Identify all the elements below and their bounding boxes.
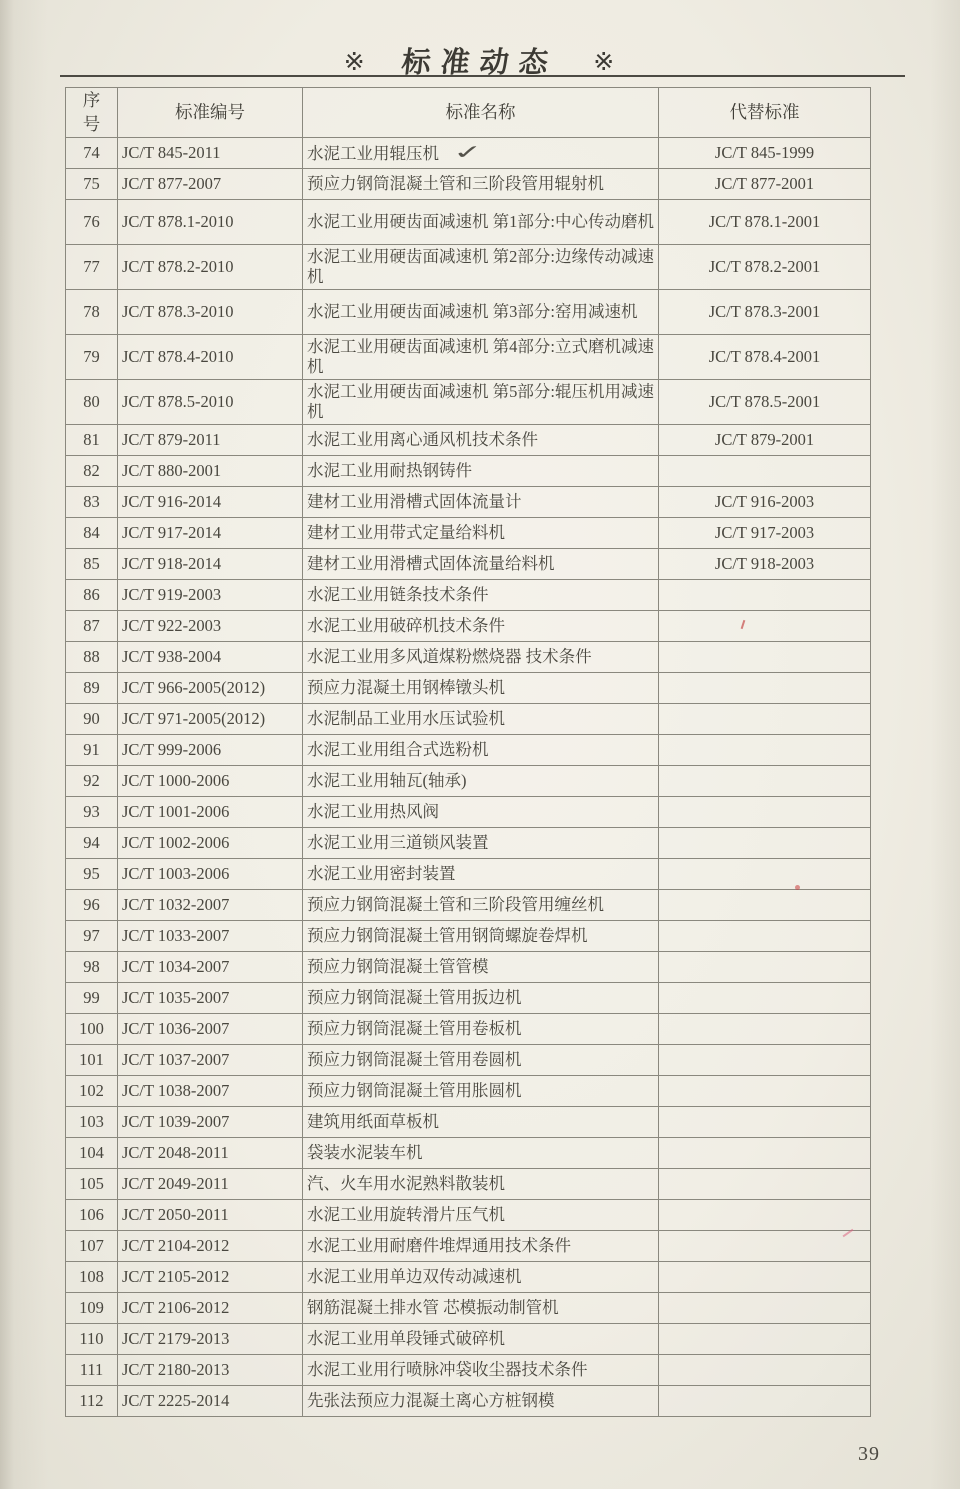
standard-name-text: 水泥工业用硬齿面减速机 第1部分:中心传动磨机 <box>307 212 654 232</box>
cell-standard-name <box>303 859 659 890</box>
cell-standard-code: JC/T 917-2014 <box>118 518 303 549</box>
cell-standard-code: JC/T 2225-2014 <box>118 1386 303 1417</box>
cell-standard-name <box>303 766 659 797</box>
cell-standard-name <box>303 1355 659 1386</box>
cell-replaced-standard <box>659 859 871 890</box>
header-standard-name: 标准名称 <box>303 88 659 138</box>
cell-replaced-standard <box>659 1076 871 1107</box>
header-replaced-standard: 代替标准 <box>659 88 871 138</box>
table-row <box>66 1293 871 1324</box>
cell-serial-number: 86 <box>66 580 118 611</box>
cell-standard-code: JC/T 2106-2012 <box>118 1293 303 1324</box>
handwritten-check-icon: ✓ <box>451 140 485 164</box>
cell-serial-number: 93 <box>66 797 118 828</box>
cell-standard-code: JC/T 880-2001 <box>118 456 303 487</box>
cell-serial-number: 97 <box>66 921 118 952</box>
cell-serial-number: 92 <box>66 766 118 797</box>
table-row <box>66 673 871 704</box>
cell-replaced-standard <box>659 1386 871 1417</box>
cell-standard-code: JC/T 1033-2007 <box>118 921 303 952</box>
cell-standard-code: JC/T 878.2-2010 <box>118 245 303 290</box>
cell-standard-code: JC/T 2179-2013 <box>118 1324 303 1355</box>
cell-serial-number: 91 <box>66 735 118 766</box>
cell-replaced-standard <box>659 1324 871 1355</box>
cell-replaced-standard <box>659 1262 871 1293</box>
cell-serial-number: 81 <box>66 425 118 456</box>
cell-standard-code: JC/T 918-2014 <box>118 549 303 580</box>
cell-standard-name <box>303 549 659 580</box>
standard-name-text: 水泥工业用耐磨件堆焊通用技术条件 <box>307 1236 571 1256</box>
table-row <box>66 1045 871 1076</box>
standard-name-text: 水泥工业用硬齿面减速机 第2部分:边缘传动减速机 <box>307 247 654 287</box>
cell-serial-number: 98 <box>66 952 118 983</box>
table-row <box>66 983 871 1014</box>
table-row <box>66 380 871 425</box>
cell-replaced-standard <box>659 1107 871 1138</box>
cell-standard-code: JC/T 966-2005(2012) <box>118 673 303 704</box>
cell-replaced-standard <box>659 673 871 704</box>
table-body <box>66 138 871 1417</box>
cell-serial-number: 107 <box>66 1231 118 1262</box>
cell-standard-name <box>303 890 659 921</box>
cell-serial-number: 101 <box>66 1045 118 1076</box>
cell-serial-number: 104 <box>66 1138 118 1169</box>
standard-name-text: 预应力钢筒混凝土管用钢筒螺旋卷焊机 <box>307 926 588 946</box>
cell-standard-code: JC/T 2104-2012 <box>118 1231 303 1262</box>
table-row <box>66 580 871 611</box>
cell-serial-number: 88 <box>66 642 118 673</box>
cell-serial-number: 96 <box>66 890 118 921</box>
cell-replaced-standard <box>659 797 871 828</box>
cell-replaced-standard <box>659 952 871 983</box>
table-row <box>66 642 871 673</box>
cell-serial-number: 82 <box>66 456 118 487</box>
cell-replaced-standard <box>659 642 871 673</box>
cell-standard-name <box>303 828 659 859</box>
table-row <box>66 1107 871 1138</box>
standard-name-text: 水泥工业用行喷脉冲袋收尘器技术条件 <box>307 1360 588 1380</box>
table-row <box>66 518 871 549</box>
cell-replaced-standard: JC/T 879-2001 <box>659 425 871 456</box>
cell-standard-name <box>303 200 659 245</box>
standard-name-text: 水泥工业用辊压机 <box>307 143 439 163</box>
table-row <box>66 890 871 921</box>
standard-name-text: 建材工业用带式定量给料机 <box>307 523 505 543</box>
cell-serial-number: 95 <box>66 859 118 890</box>
cell-replaced-standard: JC/T 878.4-2001 <box>659 335 871 380</box>
cell-serial-number: 105 <box>66 1169 118 1200</box>
cell-standard-name <box>303 1138 659 1169</box>
cell-standard-code: JC/T 845-2011 <box>118 138 303 169</box>
table-row <box>66 1262 871 1293</box>
cell-serial-number: 87 <box>66 611 118 642</box>
cell-standard-name <box>303 983 659 1014</box>
cell-standard-code: JC/T 1035-2007 <box>118 983 303 1014</box>
cell-serial-number: 90 <box>66 704 118 735</box>
cell-standard-name <box>303 1200 659 1231</box>
reference-mark-right-icon: ※ <box>593 49 617 76</box>
cell-standard-code: JC/T 2050-2011 <box>118 1200 303 1231</box>
standard-name-text: 水泥工业用硬齿面减速机 第5部分:辊压机用减速机 <box>307 382 654 422</box>
cell-serial-number: 111 <box>66 1355 118 1386</box>
table-row <box>66 200 871 245</box>
cell-standard-code: JC/T 1032-2007 <box>118 890 303 921</box>
cell-standard-code: JC/T 1000-2006 <box>118 766 303 797</box>
cell-replaced-standard: JC/T 878.2-2001 <box>659 245 871 290</box>
cell-standard-code: JC/T 971-2005(2012) <box>118 704 303 735</box>
cell-serial-number: 100 <box>66 1014 118 1045</box>
cell-serial-number: 76 <box>66 200 118 245</box>
cell-replaced-standard: JC/T 878.3-2001 <box>659 290 871 335</box>
cell-standard-code: JC/T 1036-2007 <box>118 1014 303 1045</box>
cell-replaced-standard: JC/T 916-2003 <box>659 487 871 518</box>
title-divider <box>60 75 905 77</box>
standard-name-text: 袋装水泥装车机 <box>307 1143 423 1163</box>
table-row <box>66 456 871 487</box>
cell-standard-name <box>303 518 659 549</box>
standard-name-text: 水泥工业用组合式选粉机 <box>307 740 489 760</box>
cell-standard-code: JC/T 878.4-2010 <box>118 335 303 380</box>
cell-standard-name <box>303 335 659 380</box>
cell-replaced-standard <box>659 580 871 611</box>
cell-serial-number: 77 <box>66 245 118 290</box>
cell-standard-name <box>303 1324 659 1355</box>
cell-serial-number: 108 <box>66 1262 118 1293</box>
header-serial-number: 序号 <box>66 88 118 138</box>
standard-name-text: 钢筋混凝土排水管 芯模振动制管机 <box>307 1298 559 1318</box>
standard-name-text: 预应力钢筒混凝土管和三阶段管用缠丝机 <box>307 895 604 915</box>
cell-standard-name <box>303 245 659 290</box>
cell-replaced-standard <box>659 611 871 642</box>
cell-standard-code: JC/T 2049-2011 <box>118 1169 303 1200</box>
standard-name-text: 水泥工业用硬齿面减速机 第3部分:窑用减速机 <box>307 302 638 322</box>
table-row <box>66 425 871 456</box>
cell-standard-name <box>303 580 659 611</box>
table-row <box>66 290 871 335</box>
cell-replaced-standard: JC/T 918-2003 <box>659 549 871 580</box>
cell-standard-name <box>303 611 659 642</box>
standards-table <box>65 87 871 1417</box>
cell-replaced-standard: JC/T 878.1-2001 <box>659 200 871 245</box>
cell-standard-name <box>303 425 659 456</box>
standard-name-text: 预应力钢筒混凝土管用卷板机 <box>307 1019 522 1039</box>
cell-replaced-standard <box>659 1355 871 1386</box>
cell-standard-name <box>303 456 659 487</box>
standard-name-text: 汽、火车用水泥熟料散装机 <box>307 1174 505 1194</box>
standard-name-text: 预应力钢筒混凝土管管模 <box>307 957 489 977</box>
table-row <box>66 704 871 735</box>
cell-replaced-standard <box>659 983 871 1014</box>
cell-standard-code: JC/T 1039-2007 <box>118 1107 303 1138</box>
cell-standard-code: JC/T 1034-2007 <box>118 952 303 983</box>
cell-standard-name <box>303 1293 659 1324</box>
cell-standard-name <box>303 673 659 704</box>
standard-name-text: 预应力钢筒混凝土管用扳边机 <box>307 988 522 1008</box>
page-title-text: 标准动态 <box>400 47 560 79</box>
cell-replaced-standard <box>659 735 871 766</box>
standard-name-text: 水泥工业用多风道煤粉燃烧器 技术条件 <box>307 647 592 667</box>
table-row <box>66 1138 871 1169</box>
table-row <box>66 859 871 890</box>
table-row <box>66 1076 871 1107</box>
table-row <box>66 169 871 200</box>
cell-standard-code: JC/T 1038-2007 <box>118 1076 303 1107</box>
standard-name-text: 水泥工业用轴瓦(轴承) <box>307 771 467 791</box>
reference-mark-left-icon: ※ <box>343 49 367 76</box>
table-row <box>66 611 871 642</box>
cell-replaced-standard: JC/T 877-2001 <box>659 169 871 200</box>
cell-standard-name <box>303 1045 659 1076</box>
cell-standard-code: JC/T 1003-2006 <box>118 859 303 890</box>
cell-serial-number: 84 <box>66 518 118 549</box>
cell-standard-code: JC/T 1037-2007 <box>118 1045 303 1076</box>
table-header-row <box>66 88 871 138</box>
cell-standard-code: JC/T 877-2007 <box>118 169 303 200</box>
cell-serial-number: 89 <box>66 673 118 704</box>
cell-standard-name <box>303 797 659 828</box>
cell-standard-name <box>303 1169 659 1200</box>
cell-serial-number: 75 <box>66 169 118 200</box>
cell-standard-code: JC/T 916-2014 <box>118 487 303 518</box>
standard-name-text: 预应力混凝土用钢棒镦头机 <box>307 678 505 698</box>
standard-name-text: 水泥工业用单边双传动减速机 <box>307 1267 522 1287</box>
table-row <box>66 1169 871 1200</box>
cell-standard-code: JC/T 919-2003 <box>118 580 303 611</box>
cell-standard-name <box>303 642 659 673</box>
cell-replaced-standard <box>659 890 871 921</box>
standard-name-text: 预应力钢筒混凝土管用卷圆机 <box>307 1050 522 1070</box>
table-row <box>66 245 871 290</box>
standard-name-text: 水泥工业用旋转滑片压气机 <box>307 1205 505 1225</box>
standard-name-text: 水泥工业用耐热钢铸件 <box>307 461 472 481</box>
standard-name-text: 预应力钢筒混凝土管和三阶段管用辊射机 <box>307 174 604 194</box>
cell-standard-name <box>303 1231 659 1262</box>
cell-serial-number: 79 <box>66 335 118 380</box>
cell-standard-name <box>303 1262 659 1293</box>
cell-serial-number: 80 <box>66 380 118 425</box>
cell-standard-code: JC/T 879-2011 <box>118 425 303 456</box>
cell-standard-name <box>303 735 659 766</box>
cell-standard-name <box>303 487 659 518</box>
table-row <box>66 1014 871 1045</box>
table-row <box>66 1355 871 1386</box>
cell-serial-number: 106 <box>66 1200 118 1231</box>
standard-name-text: 水泥工业用离心通风机技术条件 <box>307 430 538 450</box>
standard-name-text: 水泥工业用链条技术条件 <box>307 585 489 605</box>
standard-name-text: 水泥工业用热风阀 <box>307 802 439 822</box>
cell-standard-name <box>303 1107 659 1138</box>
cell-serial-number: 78 <box>66 290 118 335</box>
cell-serial-number: 109 <box>66 1293 118 1324</box>
cell-standard-name <box>303 138 659 169</box>
cell-replaced-standard <box>659 456 871 487</box>
cell-standard-name <box>303 169 659 200</box>
cell-standard-code: JC/T 1001-2006 <box>118 797 303 828</box>
cell-replaced-standard: JC/T 845-1999 <box>659 138 871 169</box>
standard-name-text: 水泥工业用三道锁风装置 <box>307 833 489 853</box>
cell-serial-number: 94 <box>66 828 118 859</box>
standard-name-text: 建材工业用滑槽式固体流量给料机 <box>307 554 555 574</box>
standard-name-text: 水泥工业用密封装置 <box>307 864 456 884</box>
cell-replaced-standard <box>659 704 871 735</box>
cell-replaced-standard <box>659 828 871 859</box>
standard-name-text: 水泥工业用单段锤式破碎机 <box>307 1329 505 1349</box>
cell-serial-number: 74 <box>66 138 118 169</box>
cell-standard-name <box>303 704 659 735</box>
cell-standard-code: JC/T 922-2003 <box>118 611 303 642</box>
cell-serial-number: 102 <box>66 1076 118 1107</box>
cell-replaced-standard <box>659 766 871 797</box>
cell-replaced-standard <box>659 1014 871 1045</box>
cell-standard-code: JC/T 938-2004 <box>118 642 303 673</box>
table-row <box>66 1231 871 1262</box>
table-row <box>66 828 871 859</box>
page-number: 39 <box>858 1443 880 1465</box>
cell-replaced-standard <box>659 1200 871 1231</box>
standard-name-text: 建材工业用滑槽式固体流量计 <box>307 492 522 512</box>
cell-serial-number: 99 <box>66 983 118 1014</box>
standard-name-text: 预应力钢筒混凝土管用胀圆机 <box>307 1081 522 1101</box>
cell-standard-code: JC/T 2105-2012 <box>118 1262 303 1293</box>
cell-standard-code: JC/T 878.1-2010 <box>118 200 303 245</box>
cell-standard-code: JC/T 999-2006 <box>118 735 303 766</box>
standard-name-text: 先张法预应力混凝土离心方桩钢模 <box>307 1391 555 1411</box>
cell-serial-number: 85 <box>66 549 118 580</box>
cell-replaced-standard <box>659 1138 871 1169</box>
cell-standard-name <box>303 1014 659 1045</box>
table-row <box>66 1386 871 1417</box>
cell-standard-code: JC/T 2180-2013 <box>118 1355 303 1386</box>
cell-replaced-standard <box>659 1231 871 1262</box>
cell-standard-name <box>303 1076 659 1107</box>
table-row <box>66 335 871 380</box>
cell-standard-code: JC/T 1002-2006 <box>118 828 303 859</box>
cell-serial-number: 103 <box>66 1107 118 1138</box>
cell-standard-name <box>303 952 659 983</box>
standard-name-text: 水泥制品工业用水压试验机 <box>307 709 505 729</box>
standard-name-text: 建筑用纸面草板机 <box>307 1112 439 1132</box>
cell-standard-code: JC/T 878.3-2010 <box>118 290 303 335</box>
cell-replaced-standard: JC/T 878.5-2001 <box>659 380 871 425</box>
table-row <box>66 921 871 952</box>
table-row <box>66 487 871 518</box>
cell-standard-name <box>303 290 659 335</box>
table-row <box>66 549 871 580</box>
table-row <box>66 766 871 797</box>
header-standard-code: 标准编号 <box>118 88 303 138</box>
cell-standard-code: JC/T 878.5-2010 <box>118 380 303 425</box>
table-row <box>66 138 871 169</box>
standard-name-text: 水泥工业用破碎机技术条件 <box>307 616 505 636</box>
standard-name-text: 水泥工业用硬齿面减速机 第4部分:立式磨机减速机 <box>307 337 654 377</box>
cell-standard-code: JC/T 2048-2011 <box>118 1138 303 1169</box>
table-row <box>66 735 871 766</box>
table-row <box>66 797 871 828</box>
cell-replaced-standard <box>659 921 871 952</box>
table-row <box>66 1324 871 1355</box>
cell-serial-number: 112 <box>66 1386 118 1417</box>
cell-replaced-standard <box>659 1169 871 1200</box>
cell-standard-name <box>303 1386 659 1417</box>
cell-replaced-standard: JC/T 917-2003 <box>659 518 871 549</box>
cell-serial-number: 83 <box>66 487 118 518</box>
cell-standard-name <box>303 380 659 425</box>
table-row <box>66 1200 871 1231</box>
cell-replaced-standard <box>659 1045 871 1076</box>
cell-replaced-standard <box>659 1293 871 1324</box>
cell-serial-number: 110 <box>66 1324 118 1355</box>
table-row <box>66 952 871 983</box>
cell-standard-name <box>303 921 659 952</box>
